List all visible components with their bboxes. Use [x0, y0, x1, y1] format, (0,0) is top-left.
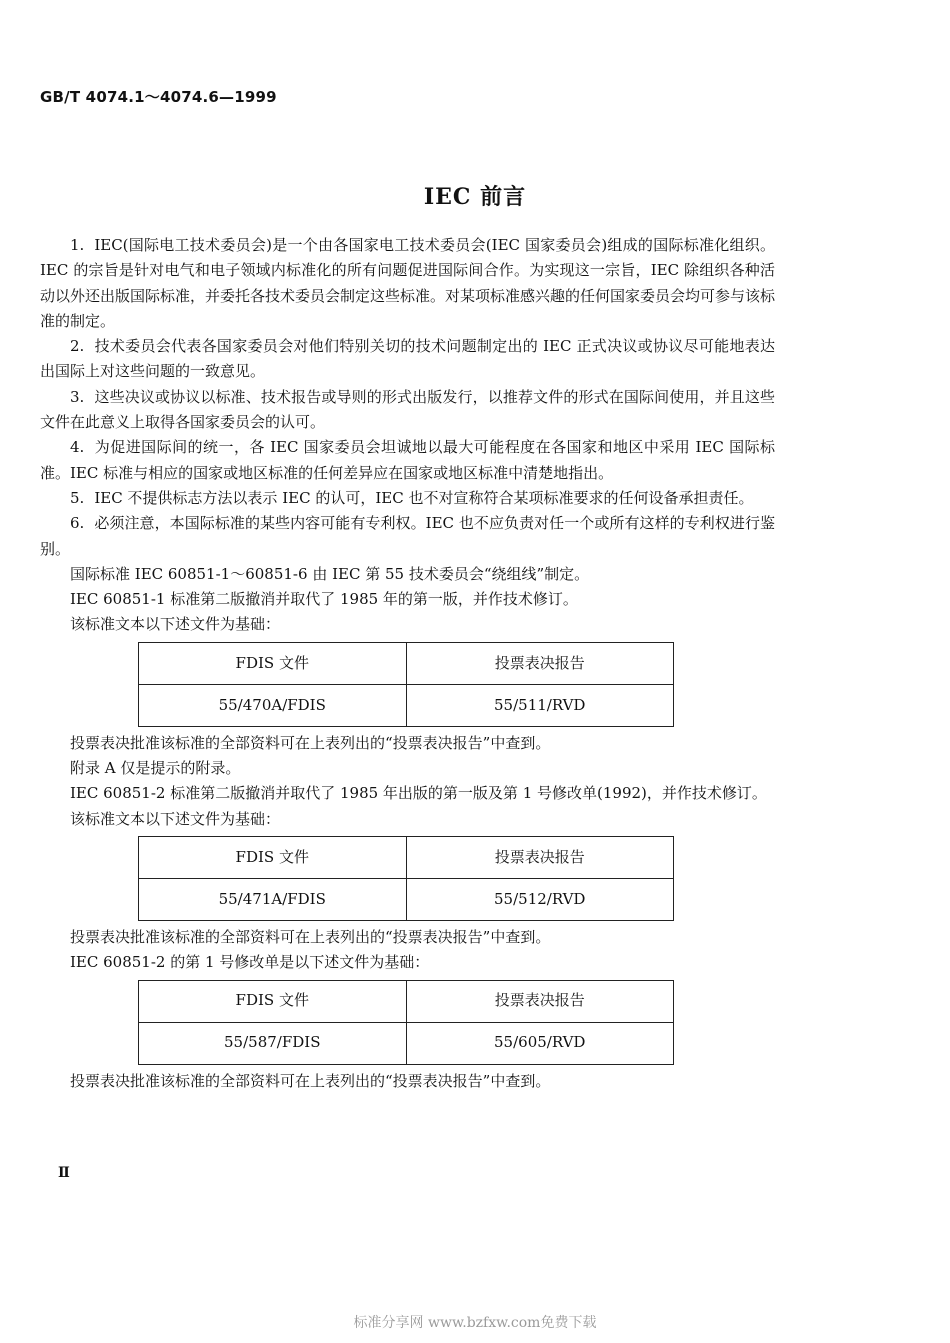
standard-number: GB/T 4074.1～4074.6—1999 — [40, 88, 277, 106]
annex-paragraph: 附录 A 仅是提示的附录。 — [70, 759, 241, 778]
table-header-row — [139, 642, 674, 684]
rvd-header-cell: 投票表决报告 — [406, 642, 674, 684]
paragraph-number: 4. — [70, 438, 85, 457]
paragraph-number: 1. — [70, 236, 85, 254]
paragraph-text: 必须注意，本国际标准的某些内容可能有专利权。IEC 也不应负责对任一个或所有这样的专利权进行鉴别。 — [40, 514, 775, 558]
paragraph-text: 这些决议或协议以标准、技术报告或导则的形式出版发行，以推荐文件的形式在国际间使用，并且这些文件在此意义上取得各国家委员会的认可。 — [40, 387, 775, 432]
rvd-cell: 55/605/RVD — [406, 1022, 674, 1064]
voting-paragraph: 投票表决批准该标准的全部资料可在上表列出的“投票表决报告”中查到。 — [70, 927, 551, 946]
numbered-paragraph — [40, 435, 775, 486]
fdis-cell: 55/471A/FDIS — [139, 878, 407, 920]
paragraph-text: 技术委员会代表各国家委员会对他们特别关切的技术问题制定出的 IEC 正式决议或协议尽可能地表达出国际上对这些问题的一致意见。 — [40, 337, 775, 381]
based-on-paragraph: 该标准文本以下述文件为基础： — [70, 809, 281, 828]
paragraph-number: 3. — [70, 387, 85, 406]
rvd-header-cell: 投票表决报告 — [406, 836, 674, 878]
paragraph-text: IEC(国际电工技术委员会)是一个由各国家电工技术委员会(IEC 国家委员会)组成的国际标准化组织。IEC 的宗旨是针对电气和电子领域内标准化的所有问题促进国际间合作。为实现这一宗旨，IEC 除组织各种活动以外还出版国际标准，并委托各技术委员会制定这些标准。对某项标准感兴趣的任何国家委员会均可参与该标准的制定。 — [40, 236, 776, 330]
part1-revision-paragraph: IEC 60851-1 标准第二版撤消并取代了 1985 年的第一版，并作技术修订。 — [70, 590, 578, 609]
document-body — [40, 233, 775, 1094]
part2-revision-paragraph: IEC 60851-2 标准第二版撤消并取代了 1985 年出版的第一版及第 1 号修改单(1992)，并作技术修订。 — [70, 784, 767, 803]
paragraph-text: IEC 不提供标志方法以表示 IEC 的认可，IEC 也不对宣称符合某项标准要求的任何设备承担责任。 — [94, 488, 754, 507]
prepared-by-paragraph: 国际标准 IEC 60851-1～60851-6 由 IEC 第 55 技术委员会“绕组线”制定。 — [70, 564, 590, 583]
document-table-3 — [138, 980, 674, 1065]
fdis-header-cell: FDIS 文件 — [139, 642, 407, 684]
document-table-1 — [138, 642, 674, 727]
voting-paragraph: 投票表决批准该标准的全部资料可在上表列出的“投票表决报告”中查到。 — [70, 733, 551, 752]
table-header-row — [139, 980, 674, 1022]
numbered-paragraph — [40, 385, 775, 436]
fdis-cell: 55/587/FDIS — [139, 1022, 407, 1064]
amendment-paragraph: IEC 60851-2 的第 1 号修改单是以下述文件为基础： — [70, 953, 430, 972]
fdis-header-cell: FDIS 文件 — [139, 980, 407, 1022]
paragraph-number: 5. — [70, 488, 85, 507]
fdis-header-cell: FDIS 文件 — [139, 836, 407, 878]
table-row — [139, 684, 674, 726]
numbered-paragraph — [40, 233, 775, 334]
page-number: Ⅱ — [58, 1165, 70, 1181]
rvd-header-cell: 投票表决报告 — [406, 980, 674, 1022]
based-on-paragraph: 该标准文本以下述文件为基础： — [70, 615, 281, 634]
voting-paragraph: 投票表决批准该标准的全部资料可在上表列出的“投票表决报告”中查到。 — [70, 1071, 551, 1090]
paragraph-number: 6. — [70, 514, 85, 533]
document-table-2 — [138, 836, 674, 921]
numbered-paragraph — [40, 334, 775, 385]
numbered-paragraph — [40, 486, 775, 511]
table-header-row — [139, 836, 674, 878]
table-row — [139, 1022, 674, 1064]
numbered-paragraph — [40, 511, 775, 562]
fdis-cell: 55/470A/FDIS — [139, 684, 407, 726]
table-row — [139, 878, 674, 920]
rvd-cell: 55/512/RVD — [406, 878, 674, 920]
rvd-cell: 55/511/RVD — [406, 684, 674, 726]
page-title: IEC 前言 — [423, 184, 527, 210]
paragraph-text: 为促进国际间的统一，各 IEC 国家委员会坦诚地以最大可能程度在各国家和地区中采用 IEC 国际标准。IEC 标准与相应的国家或地区标准的任何差异应在国家或地区标准中清楚地指出。 — [40, 438, 775, 482]
footer-watermark: 标准分享网 www.bzfxw.com免费下载 — [353, 1315, 597, 1331]
paragraph-number: 2. — [70, 337, 85, 356]
